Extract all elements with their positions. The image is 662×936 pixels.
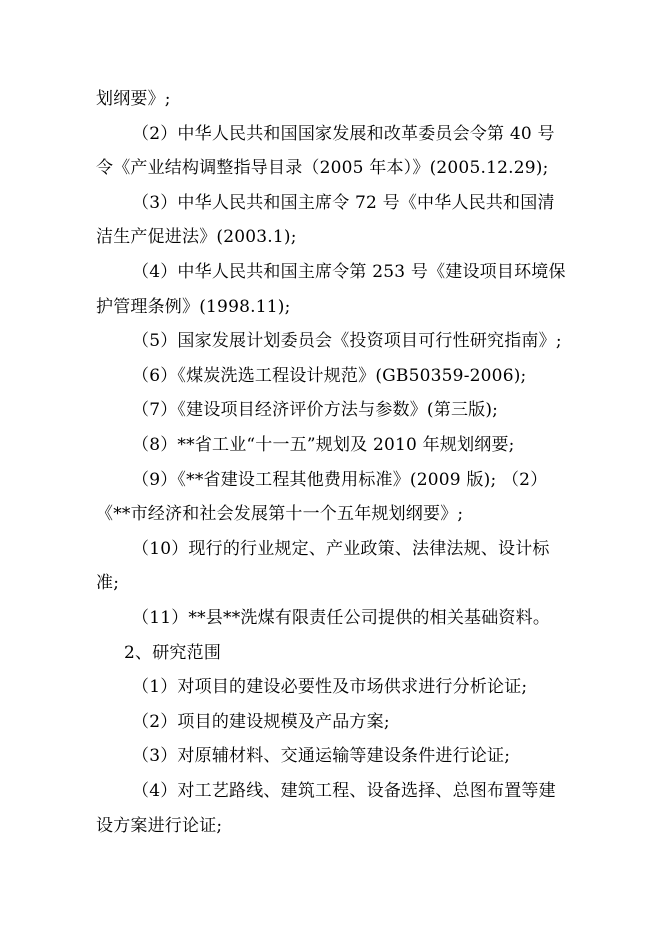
text-line-5: 洁生产促进法》(2003.1); <box>96 227 297 247</box>
text-line-6: （4）中华人民共和国主席令第 253 号《建设项目环境保 <box>132 262 566 282</box>
section-heading: 2、研究范围 <box>124 643 222 663</box>
text-line-7: 护管理条例》(1998.11); <box>96 297 291 317</box>
text-line-9: （6）《煤炭洗选工程设计规范》(GB50359-2006); <box>132 366 527 386</box>
text-line-1: 划纲要》; <box>96 89 171 109</box>
text-line-8: （5）国家发展计划委员会《投资项目可行性研究指南》; <box>132 331 562 351</box>
text-line-15: 准; <box>96 573 120 593</box>
text-line-13: 《**市经济和社会发展第十一个五年规划纲要》; <box>96 504 464 524</box>
text-line-4: （3）中华人民共和国主席令 72 号《中华人民共和国清 <box>132 193 555 213</box>
text-line-2: （2）中华人民共和国国家发展和改革委员会令第 40 号 <box>132 124 555 144</box>
text-line-3: 令《产业结构调整指导目录（2005 年本）》(2005.12.29); <box>96 158 549 178</box>
text-line-10: （7）《建设项目经济评价方法与参数》(第三版); <box>132 400 499 420</box>
text-line-16: （11）**县**洗煤有限责任公司提供的相关基础资料。 <box>132 608 551 628</box>
text-line-22: 设方案进行论证; <box>96 816 223 836</box>
text-line-11: （8）**省工业“十一五”规划及 2010 年规划纲要; <box>132 435 515 455</box>
text-line-18: （1）对项目的建设必要性及市场供求进行分析论证; <box>132 677 528 697</box>
text-line-14: （10）现行的行业规定、产业政策、法律法规、设计标 <box>132 539 550 559</box>
text-line-21: （4）对工艺路线、建筑工程、设备选择、总图布置等建 <box>132 781 556 801</box>
text-line-19: （2）项目的建设规模及产品方案; <box>132 712 390 732</box>
text-line-20: （3）对原辅材料、交通运输等建设条件进行论证; <box>132 746 511 766</box>
text-line-12: （9）《**省建设工程其他费用标准》(2009 版); （2） <box>132 470 548 490</box>
